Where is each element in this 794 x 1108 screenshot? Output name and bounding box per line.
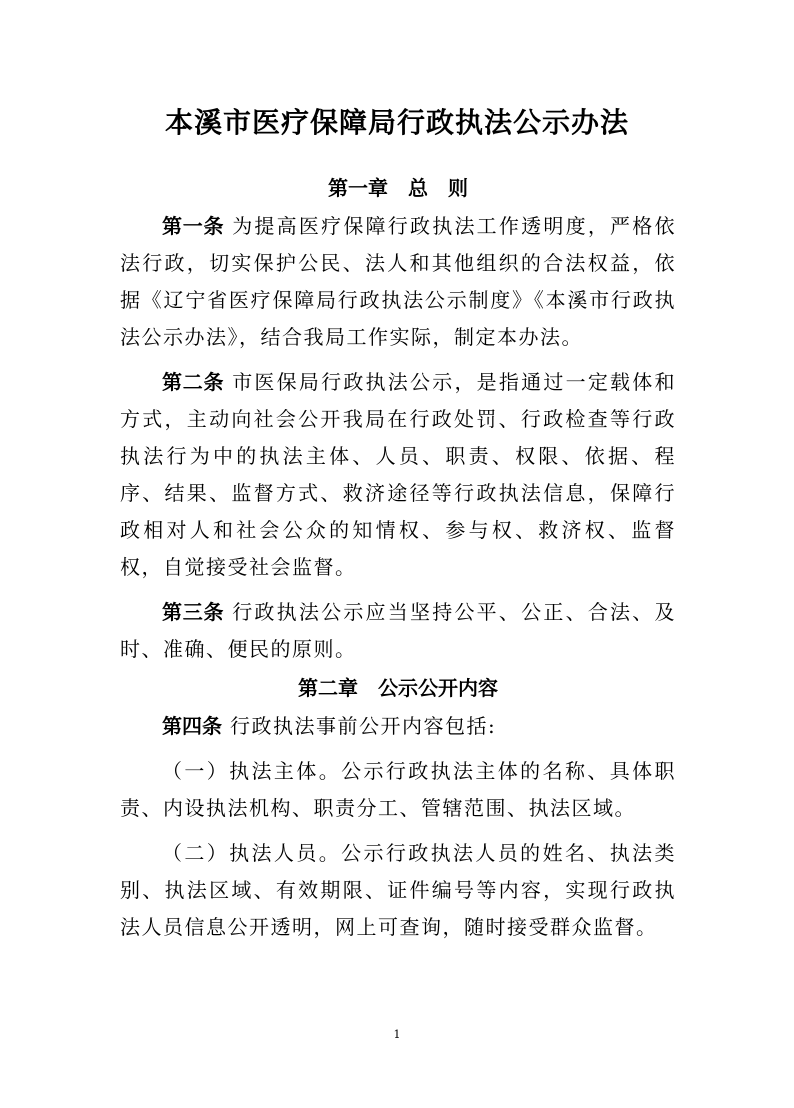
article-paragraph <box>120 708 676 745</box>
document-body <box>120 168 676 946</box>
article-label: 第四条 <box>162 714 222 738</box>
article-label: 第三条 <box>162 600 225 624</box>
article-label: 第一条 <box>162 214 225 238</box>
article-paragraph <box>120 208 676 356</box>
article-paragraph <box>120 364 676 586</box>
list-item-paragraph: （一）执法主体。公示行政执法主体的名称、具体职责、内设执法机构、职责分工、管辖范围、执法区域。 <box>120 759 676 820</box>
chapter-heading: 第一章 总 则 <box>328 176 468 200</box>
article-text: 为提高医疗保障行政执法工作透明度，严格依法行政，切实保护公民、法人和其他组织的合法权益，依据《辽宁省医疗保障局行政执法公示制度》《本溪市行政执法公示办法》，结合我局工作实际，制定本办法。 <box>120 214 677 349</box>
chapter-heading: 第二章 公示公开内容 <box>298 676 498 700</box>
article-text: 行政执法事前公开内容包括: <box>230 714 497 738</box>
document-title: 本溪市医疗保障局行政执法公示办法 <box>164 105 629 139</box>
article-paragraph <box>120 594 676 668</box>
page-number: 1 <box>393 1028 401 1041</box>
article-text: 行政执法公示应当坚持公平、公正、合法、及时、准确、便民的原则。 <box>120 600 677 661</box>
article-text: 市医保局行政执法公示，是指通过一定载体和方式，主动向社会公开我局在行政处罚、行政检查等行政执法行为中的执法主体、人员、职责、权限、依据、程序、结果、监督方式、救济途径等行政执法信息，保障行政相对人和社会公众的知情权、参与权、救济权、监督权，自觉接受社会监督。 <box>120 370 677 579</box>
article-label: 第二条 <box>162 370 225 394</box>
list-item-paragraph: （二）执法人员。公示行政执法人员的姓名、执法类别、执法区域、有效期限、证件编号等内容，实现行政执法人员信息公开透明，网上可查询，随时接受群众监督。 <box>120 841 676 939</box>
